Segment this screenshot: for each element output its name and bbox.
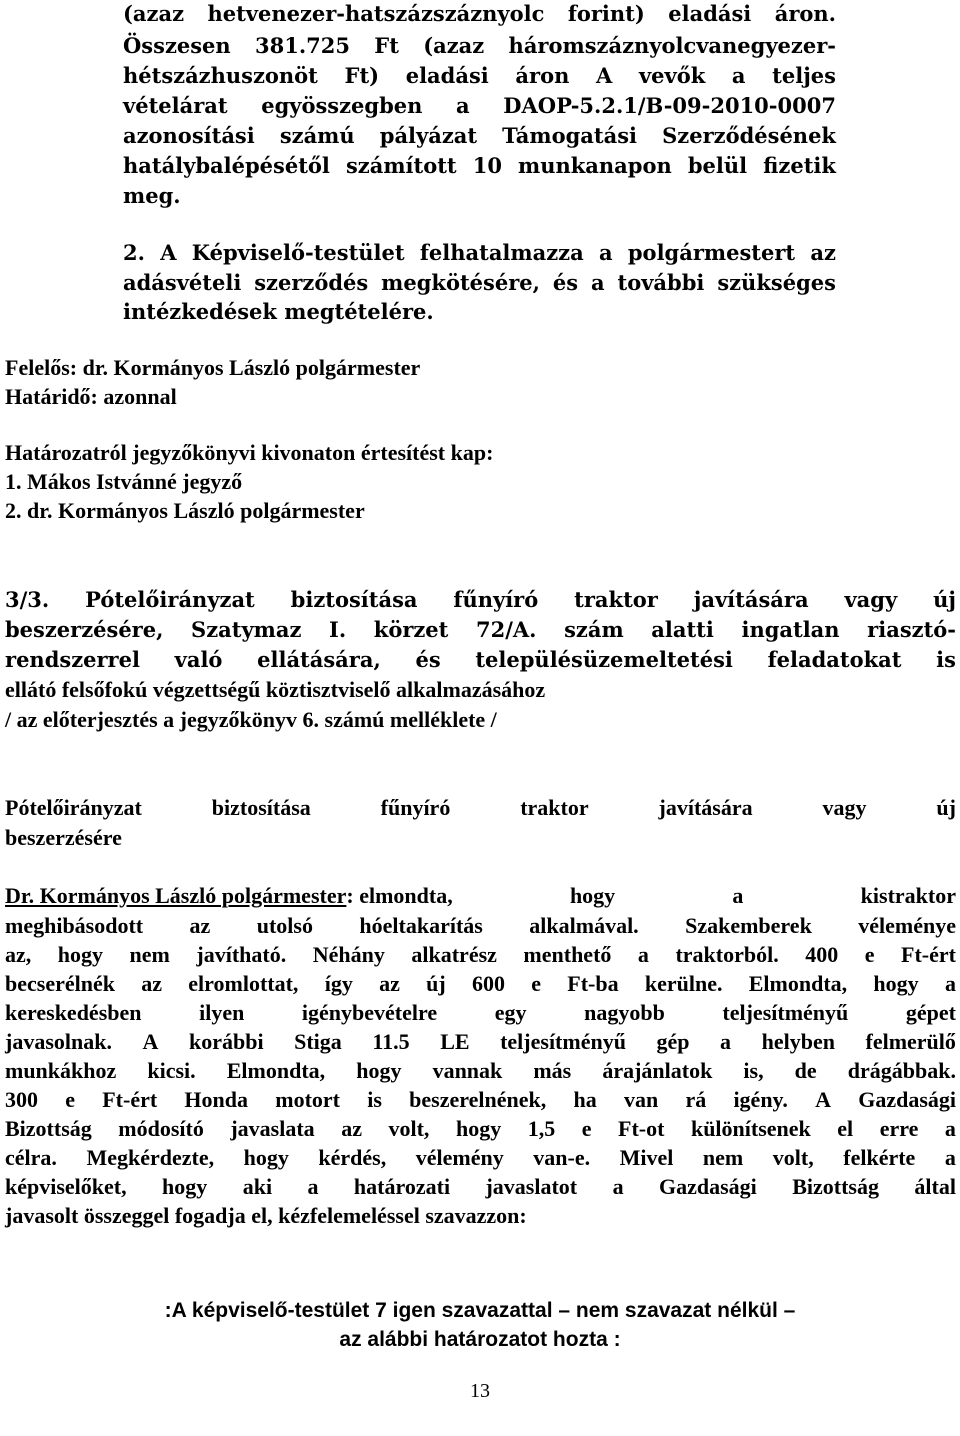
- word: volt,: [772, 1145, 814, 1170]
- word: kerülne.: [644, 971, 723, 996]
- word: eladási: [668, 1, 752, 26]
- word: Támogatási: [502, 123, 638, 148]
- word: alkatrész: [411, 942, 497, 967]
- word: egy: [494, 1000, 527, 1025]
- text-line: meg.: [123, 183, 181, 208]
- word: 72/A.: [475, 617, 537, 642]
- text-line: [123, 240, 836, 266]
- word: 11.5: [372, 1029, 410, 1054]
- word: a: [944, 1145, 956, 1170]
- word: Összesen: [123, 33, 231, 58]
- word: fűnyíró: [453, 587, 539, 612]
- word: Elmondta,: [748, 971, 848, 996]
- word: e: [864, 942, 875, 967]
- text-line: javasolt összeggel fogadja el, kézfelemeléssel szavazzon:: [5, 1203, 527, 1228]
- word: is: [936, 647, 956, 672]
- word: 1,5: [527, 1116, 556, 1141]
- word: A: [160, 240, 177, 265]
- word: nem: [702, 1145, 744, 1170]
- word: az: [141, 971, 162, 996]
- word: Honda: [184, 1087, 249, 1112]
- word: felkérte: [843, 1145, 916, 1170]
- text-line: ellátó felsőfokú végzettségű köztisztviselő alkalmazásához: [5, 677, 546, 702]
- word: LE: [440, 1029, 470, 1054]
- word: becserélnék: [5, 971, 115, 996]
- word: nagyobb: [584, 1000, 665, 1025]
- text-line: [123, 93, 836, 119]
- word: helyben: [761, 1029, 835, 1054]
- word: javaslatot: [485, 1174, 578, 1199]
- word: Stiga: [294, 1029, 342, 1054]
- word: 600: [471, 971, 505, 996]
- word: Ft-ot: [618, 1116, 665, 1141]
- word: hóeltakarítás: [359, 913, 483, 938]
- word: teljes: [772, 63, 836, 88]
- word: is,: [743, 1058, 764, 1083]
- word: vevők: [638, 63, 706, 88]
- word: Ft): [344, 63, 380, 88]
- word: további: [617, 270, 705, 295]
- word: véleménye: [858, 913, 956, 938]
- word: az,: [5, 942, 32, 967]
- word: kérdés,: [318, 1145, 387, 1170]
- word: polgármestert: [627, 240, 796, 265]
- word: biztosítása: [290, 587, 418, 612]
- text-line: [5, 617, 956, 643]
- word: Képviselő-testület: [191, 240, 405, 265]
- text-line: [5, 883, 956, 909]
- page-number: 13: [470, 1380, 490, 1402]
- word: a: [598, 240, 613, 265]
- word: volt,: [388, 1116, 430, 1141]
- word: vételárat: [123, 93, 228, 118]
- word: megkötésére,: [381, 270, 540, 295]
- word: van-e.: [533, 1145, 591, 1170]
- text-line: [123, 123, 836, 149]
- word: javítására: [693, 587, 809, 612]
- word: a: [637, 942, 649, 967]
- word: szerződés: [254, 270, 369, 295]
- word: az: [341, 1116, 362, 1141]
- word: (azaz: [123, 1, 185, 26]
- word: eladási: [405, 63, 489, 88]
- word: körzet: [373, 617, 449, 642]
- word: javítható.: [196, 942, 287, 967]
- section-subtitle: beszerzésére: [5, 825, 122, 850]
- word: képviselőket,: [5, 1174, 127, 1199]
- word: belül: [687, 153, 748, 178]
- word: utolsó: [256, 913, 313, 938]
- word: felmerülő: [865, 1029, 956, 1054]
- word: javítására: [658, 795, 753, 820]
- speaker-name: Dr. Kormányos László polgármester: [5, 883, 347, 908]
- word: 2.: [123, 240, 145, 265]
- word: 3/3.: [5, 587, 50, 612]
- word: fizetik: [763, 153, 836, 178]
- word: egyösszegben: [261, 93, 423, 118]
- word: Megkérdezte,: [86, 1145, 215, 1170]
- word: pályázat: [379, 123, 478, 148]
- word: áron: [515, 63, 570, 88]
- word: van: [623, 1087, 659, 1112]
- word: az: [810, 240, 836, 265]
- word: gép: [656, 1029, 690, 1054]
- word: ellátására,: [257, 647, 381, 672]
- word: Ft-ba: [567, 971, 619, 996]
- word: háromszáznyolcvanegyezer-: [508, 33, 836, 58]
- word: vagy: [822, 795, 867, 820]
- word: Gazdasági: [858, 1087, 956, 1112]
- word: Mivel: [619, 1145, 674, 1170]
- text-line: [123, 33, 836, 59]
- word: aki: [242, 1174, 273, 1199]
- word: e: [531, 971, 541, 996]
- word: vannak: [432, 1058, 503, 1083]
- word: a: [732, 883, 744, 908]
- word: Elmondta,: [226, 1058, 326, 1083]
- word: motort: [275, 1087, 340, 1112]
- word: vélemény: [415, 1145, 504, 1170]
- text-line: [5, 1000, 956, 1026]
- word: drágábbak.: [847, 1058, 956, 1083]
- word: módosító: [118, 1116, 204, 1141]
- word: teljesítményű: [500, 1029, 626, 1054]
- word: meghibásodott: [5, 913, 144, 938]
- word: célra.: [5, 1145, 57, 1170]
- text-line: [5, 942, 956, 968]
- word: hogy: [455, 1116, 502, 1141]
- word: de: [794, 1058, 817, 1083]
- word: DAOP-5.2.1/B-09-2010-0007: [503, 93, 836, 118]
- word: traktor: [520, 795, 589, 820]
- word: hétszázhuszonöt: [123, 63, 318, 88]
- word: Pótelőirányzat: [5, 795, 142, 820]
- word: gépet: [905, 1000, 956, 1025]
- word: számú: [279, 123, 355, 148]
- word: a: [720, 1029, 732, 1054]
- word: ha: [573, 1087, 597, 1112]
- word: határozati: [353, 1174, 451, 1199]
- word: hogy: [873, 971, 919, 996]
- text-line: [5, 1145, 956, 1171]
- word: munkanapon: [518, 153, 672, 178]
- word: az: [379, 971, 400, 996]
- text-line: [5, 1087, 956, 1113]
- word: alkalmával.: [529, 913, 639, 938]
- word: a: [731, 63, 746, 88]
- word: javaslata: [230, 1116, 315, 1141]
- word: hatálybalépésétől: [123, 153, 330, 178]
- word: a: [612, 1174, 624, 1199]
- responsible-person: Felelős: dr. Kormányos László polgármester: [5, 355, 421, 380]
- word: Ft: [374, 33, 399, 58]
- text-line: [5, 1058, 956, 1084]
- word: menthető: [523, 942, 612, 967]
- word: Szakemberek: [685, 913, 812, 938]
- word: nem: [129, 942, 170, 967]
- vote-result-line: az alábbi határozatot hozta :: [339, 1328, 621, 1351]
- word: Pótelőirányzat: [85, 587, 255, 612]
- word: áron.: [774, 1, 836, 26]
- word: és: [415, 647, 441, 672]
- word: 400: [805, 942, 839, 967]
- word: és: [552, 270, 579, 295]
- word: számított: [345, 153, 457, 178]
- word: A: [142, 1029, 159, 1054]
- word: teljesítményű: [722, 1000, 849, 1025]
- word: A: [815, 1087, 831, 1112]
- word: (azaz: [423, 33, 485, 58]
- word: a: [307, 1174, 319, 1199]
- word: 300: [5, 1087, 38, 1112]
- text-line: [5, 1029, 956, 1055]
- word: rendszerrel: [5, 647, 140, 672]
- word: ingatlan: [741, 617, 840, 642]
- word: e: [65, 1087, 75, 1112]
- word: kicsi.: [147, 1058, 196, 1083]
- word: hetvenezer-hatszázszáznyolc: [207, 1, 545, 26]
- word: felhatalmazza: [419, 240, 584, 265]
- word: fűnyíró: [380, 795, 451, 820]
- word: szám: [564, 617, 624, 642]
- word: új: [426, 971, 446, 996]
- word: való: [174, 647, 223, 672]
- word: el: [837, 1116, 854, 1141]
- word: igénybevételre: [301, 1000, 438, 1025]
- word: a: [944, 1116, 956, 1141]
- text-line: [5, 1174, 956, 1200]
- word: a: [944, 971, 956, 996]
- word: más: [533, 1058, 572, 1083]
- text-line: [123, 63, 836, 89]
- word: Gazdasági: [658, 1174, 757, 1199]
- word: településüzemeltetési: [475, 647, 733, 672]
- word: traktorból.: [675, 942, 779, 967]
- word: hogy: [356, 1058, 402, 1083]
- word: javasolnak.: [5, 1029, 112, 1054]
- word: alatti: [651, 617, 714, 642]
- speaker-rest: [346, 883, 956, 909]
- word: Ft-ért: [102, 1087, 158, 1112]
- word: erre: [879, 1116, 919, 1141]
- word: új: [933, 587, 956, 612]
- word: beszerelnének,: [409, 1087, 547, 1112]
- text-line: [5, 971, 956, 997]
- word: Néhány: [312, 942, 385, 967]
- section-subtitle: [5, 795, 956, 821]
- text-line: [5, 587, 956, 613]
- word: korábbi: [188, 1029, 264, 1054]
- word: igény.: [733, 1087, 788, 1112]
- notification-item: 1. Mákos Istvánné jegyző: [5, 469, 243, 494]
- word: adásvételi: [123, 270, 242, 295]
- word: ilyen: [199, 1000, 245, 1025]
- word: biztosítása: [211, 795, 311, 820]
- word: az: [189, 913, 211, 938]
- word: a: [590, 270, 605, 295]
- word: különítsenek: [690, 1116, 811, 1141]
- text-line: intézkedések megtételére.: [123, 299, 434, 324]
- word: így: [324, 971, 353, 996]
- word: 10: [472, 153, 502, 178]
- word: A: [596, 63, 613, 88]
- text-line: / az előterjesztés a jegyzőkönyv 6. számú melléklete /: [5, 707, 497, 732]
- word: hogy: [57, 942, 104, 967]
- word: I.: [329, 617, 347, 642]
- text-line: [5, 913, 956, 939]
- word: munkákhoz: [5, 1058, 117, 1083]
- word: rá: [685, 1087, 707, 1112]
- word: hogy: [569, 883, 616, 908]
- word: Ft-ért: [901, 942, 956, 967]
- word: 381.725: [255, 33, 350, 58]
- word: Bizottság: [5, 1116, 92, 1141]
- notification-item: 2. dr. Kormányos László polgármester: [5, 498, 365, 523]
- word: Bizottság: [792, 1174, 879, 1199]
- word: azonosítási: [123, 123, 255, 148]
- text-line: [5, 1116, 956, 1142]
- word: beszerzésére,: [5, 617, 164, 642]
- word: új: [936, 795, 956, 820]
- word: traktor: [574, 587, 658, 612]
- word: kistraktor: [860, 883, 956, 908]
- word: forint): [567, 1, 645, 26]
- text-line: [123, 270, 836, 296]
- word: hogy: [243, 1145, 289, 1170]
- notification-header: Határozatról jegyzőkönyvi kivonaton értesítést kap:: [5, 440, 494, 465]
- vote-result-line: :A képviselő-testület 7 igen szavazattal – nem szavazat nélkül –: [164, 1299, 796, 1322]
- word: feladatokat: [767, 647, 902, 672]
- word: árajánlatok: [602, 1058, 713, 1083]
- word: is: [367, 1087, 382, 1112]
- word: által: [914, 1174, 956, 1199]
- word: szükséges: [717, 270, 836, 295]
- word: elromlottat,: [188, 971, 299, 996]
- deadline: Határidő: azonnal: [5, 384, 177, 409]
- word: a: [456, 93, 470, 118]
- word: : elmondta,: [346, 883, 453, 908]
- word: hogy: [162, 1174, 208, 1199]
- text-line: [123, 153, 836, 179]
- word: Szerződésének: [662, 123, 836, 148]
- word: e: [581, 1116, 592, 1141]
- word: kereskedésben: [5, 1000, 142, 1025]
- word: Szatymaz: [191, 617, 302, 642]
- text-line: [5, 647, 956, 673]
- text-line: [123, 1, 836, 27]
- word: riasztó-: [867, 617, 956, 642]
- word: vagy: [844, 587, 898, 612]
